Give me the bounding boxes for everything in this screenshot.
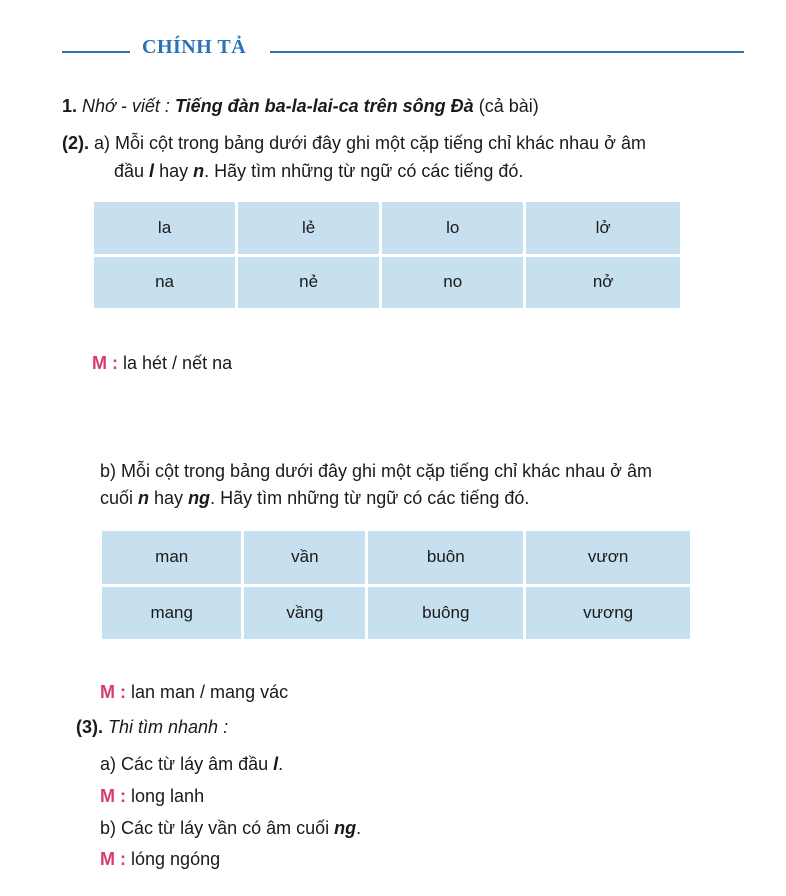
exercise-label: Thi tìm nhanh : — [108, 717, 229, 737]
example-label: M : — [100, 849, 126, 869]
exercise-2a-line1 — [62, 133, 646, 154]
header-rule-right — [270, 51, 744, 53]
instruction-text: cuối — [100, 488, 139, 508]
table-cell: lẻ — [238, 202, 379, 254]
instruction-text: . — [356, 818, 362, 838]
exercise-number: 1. — [62, 96, 78, 116]
exercise-note: (cả bài) — [478, 96, 539, 116]
example-label: M : — [100, 786, 126, 806]
instruction-text: đầu — [114, 161, 150, 181]
instruction-text: b) Mỗi cột trong bảng dưới đây ghi một cặp tiếng chỉ khác nhau ở âm — [100, 461, 652, 481]
exercise-3a — [100, 754, 283, 775]
table-a — [91, 199, 683, 311]
example-text: lan man / mang vác — [131, 682, 289, 702]
instruction-text: hay — [149, 488, 189, 508]
example-text: lóng ngóng — [131, 849, 221, 869]
instruction-text: a) Mỗi cột trong bảng dưới đây ghi một cặp tiếng chỉ khác nhau ở âm — [94, 133, 646, 153]
table-cell: la — [94, 202, 235, 254]
instruction-text: . Hãy tìm những từ ngữ có các tiếng đó. — [204, 161, 524, 181]
example-2b — [100, 682, 288, 703]
letter-l: l — [273, 754, 279, 774]
letter-n: n — [138, 488, 150, 508]
exercise-label: Nhớ - viết : — [82, 96, 170, 116]
example-3b — [100, 849, 220, 870]
instruction-text: . — [278, 754, 284, 774]
example-3a — [100, 786, 204, 807]
letter-ng: ng — [188, 488, 211, 508]
exercise-1 — [62, 96, 539, 117]
table-cell: vần — [244, 531, 365, 584]
table-cell: buông — [368, 587, 523, 640]
table-cell: nở — [526, 257, 680, 309]
example-label: M : — [92, 353, 118, 373]
table-cell: nẻ — [238, 257, 379, 309]
exercise-3 — [76, 717, 228, 738]
header-rule-left — [62, 51, 130, 53]
table-cell: na — [94, 257, 235, 309]
table-row — [102, 587, 690, 640]
table-cell: mang — [102, 587, 241, 640]
exercise-number: (3). — [76, 717, 103, 737]
instruction-text: . Hãy tìm những từ ngữ có các tiếng đó. — [210, 488, 530, 508]
table-cell: vương — [526, 587, 690, 640]
letter-ng: ng — [334, 818, 357, 838]
table-cell: lở — [526, 202, 680, 254]
table-cell: no — [382, 257, 523, 309]
table-b — [99, 528, 693, 642]
table-cell: vầng — [244, 587, 365, 640]
exercise-2b-line2 — [100, 488, 529, 509]
exercise-2a-line2 — [114, 161, 523, 182]
instruction-text: b) Các từ láy vần có âm cuối — [100, 818, 335, 838]
table-cell: vươn — [526, 531, 690, 584]
example-label: M : — [100, 682, 126, 702]
exercise-number: (2). — [62, 133, 89, 153]
table-row — [102, 531, 690, 584]
table-row — [94, 257, 680, 309]
table-cell: man — [102, 531, 241, 584]
section-header — [62, 30, 744, 64]
table-cell: lo — [382, 202, 523, 254]
example-text: la hét / nết na — [123, 353, 233, 373]
instruction-text: hay — [154, 161, 194, 181]
table-row — [94, 202, 680, 254]
letter-n: n — [193, 161, 205, 181]
example-text: long lanh — [131, 786, 205, 806]
table-cell: buôn — [368, 531, 523, 584]
example-2a — [92, 353, 232, 374]
section-title: CHÍNH TẢ — [142, 36, 247, 58]
exercise-title: Tiếng đàn ba-la-lai-ca trên sông Đà — [174, 96, 474, 116]
letter-l: l — [149, 161, 155, 181]
instruction-text: a) Các từ láy âm đầu — [100, 754, 274, 774]
exercise-2b-line1 — [100, 461, 652, 482]
exercise-3b — [100, 818, 361, 839]
